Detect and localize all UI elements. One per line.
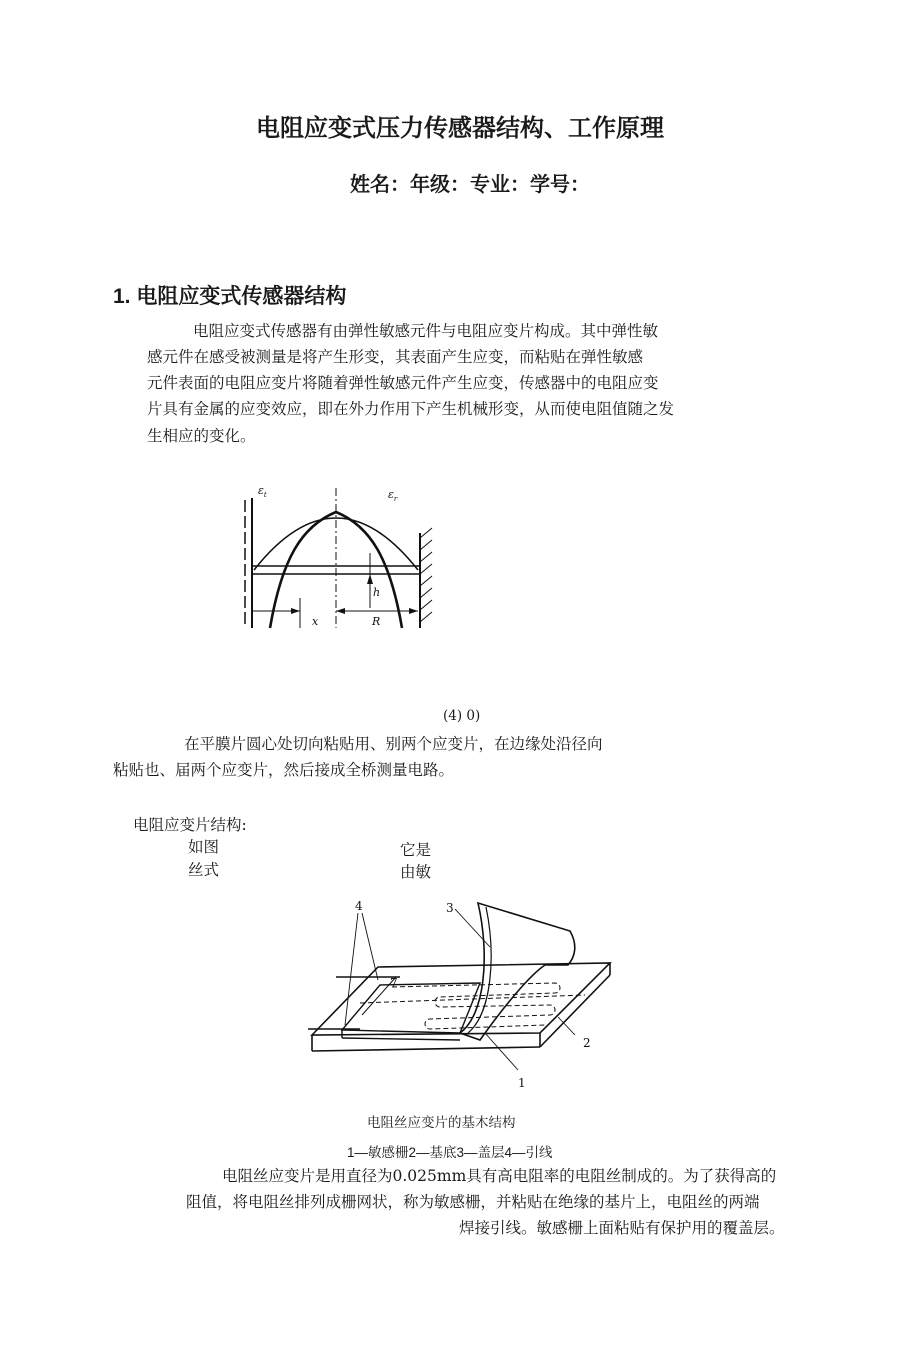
author-meta-line: 姓名：年级：专业：学号： <box>350 174 590 196</box>
figure2-caption-legend: 1—敏感栅2—基底3—盖层4—引线 <box>347 1145 553 1160</box>
wire-strain-gauge-figure <box>300 895 620 1095</box>
R-label: R <box>372 615 381 628</box>
gauge-structure-heading: 电阻应变片结构: <box>133 816 247 834</box>
gauge-left-col-line: 如图 <box>188 838 220 856</box>
paragraph-line: 阻值，将电阻丝排列成栅网状，称为敏感栅，并粘贴在绝缘的基片上，电阻丝的两端 <box>186 1193 760 1211</box>
epsilon-t-label: $\varepsilon_t$ <box>258 484 267 499</box>
figure2-caption-title: 电阻丝应变片的基木结构 <box>367 1115 516 1130</box>
h-label: h <box>373 586 381 599</box>
callout-3: 3 <box>446 901 454 915</box>
callout-2: 2 <box>583 1036 591 1050</box>
diaphragm-strain-figure <box>240 478 440 633</box>
page-title: 电阻应变式压力传感器结构、工作原理 <box>256 115 664 142</box>
figure1-caption: (4) 0) <box>443 708 481 724</box>
paragraph-line: 焊接引线。敏感栅上面粘贴有保护用的覆盖层。 <box>459 1219 785 1237</box>
callout-1: 1 <box>518 1076 526 1090</box>
gauge-left-col-line: 丝式 <box>188 861 220 879</box>
paragraph-line: 在平膜片圆心处切向粘贴用、别两个应变片，在边缘处沿径向 <box>184 735 603 753</box>
paragraph-line: 元件表面的电阻应变片将随着弹性敏感元件产生应变，传感器中的电阻应变 <box>147 374 659 392</box>
gauge-right-col-line: 它是 <box>400 841 432 859</box>
paragraph-line: 电阻应变式传感器有由弹性敏感元件与电阻应变片构成。其中弹性敏 <box>193 322 659 340</box>
paragraph-line: 电阻丝应变片是用直径为0.025mm具有高电阻率的电阻丝制成的。为了获得高的 <box>222 1167 777 1185</box>
callout-7: 7 <box>390 976 398 990</box>
section-heading: 1. 电阻应变式传感器结构 <box>113 285 347 308</box>
callout-4: 4 <box>355 899 363 913</box>
paragraph-line: 粘贴也、届两个应变片，然后接成全桥测量电路。 <box>113 761 455 779</box>
paragraph-line: 感元件在感受被测量是将产生形变，其表面产生应变，而粘贴在弹性敏感 <box>147 348 644 366</box>
paragraph-line: 片具有金属的应变效应，即在外力作用下产生机械形变，从而使电阻值随之发 <box>147 400 675 418</box>
paragraph-line: 生相应的变化。 <box>147 427 256 445</box>
gauge-right-col-line: 由敏 <box>400 863 432 881</box>
epsilon-r-label: $\varepsilon_r$ <box>388 488 398 503</box>
x-label: x <box>312 615 319 628</box>
